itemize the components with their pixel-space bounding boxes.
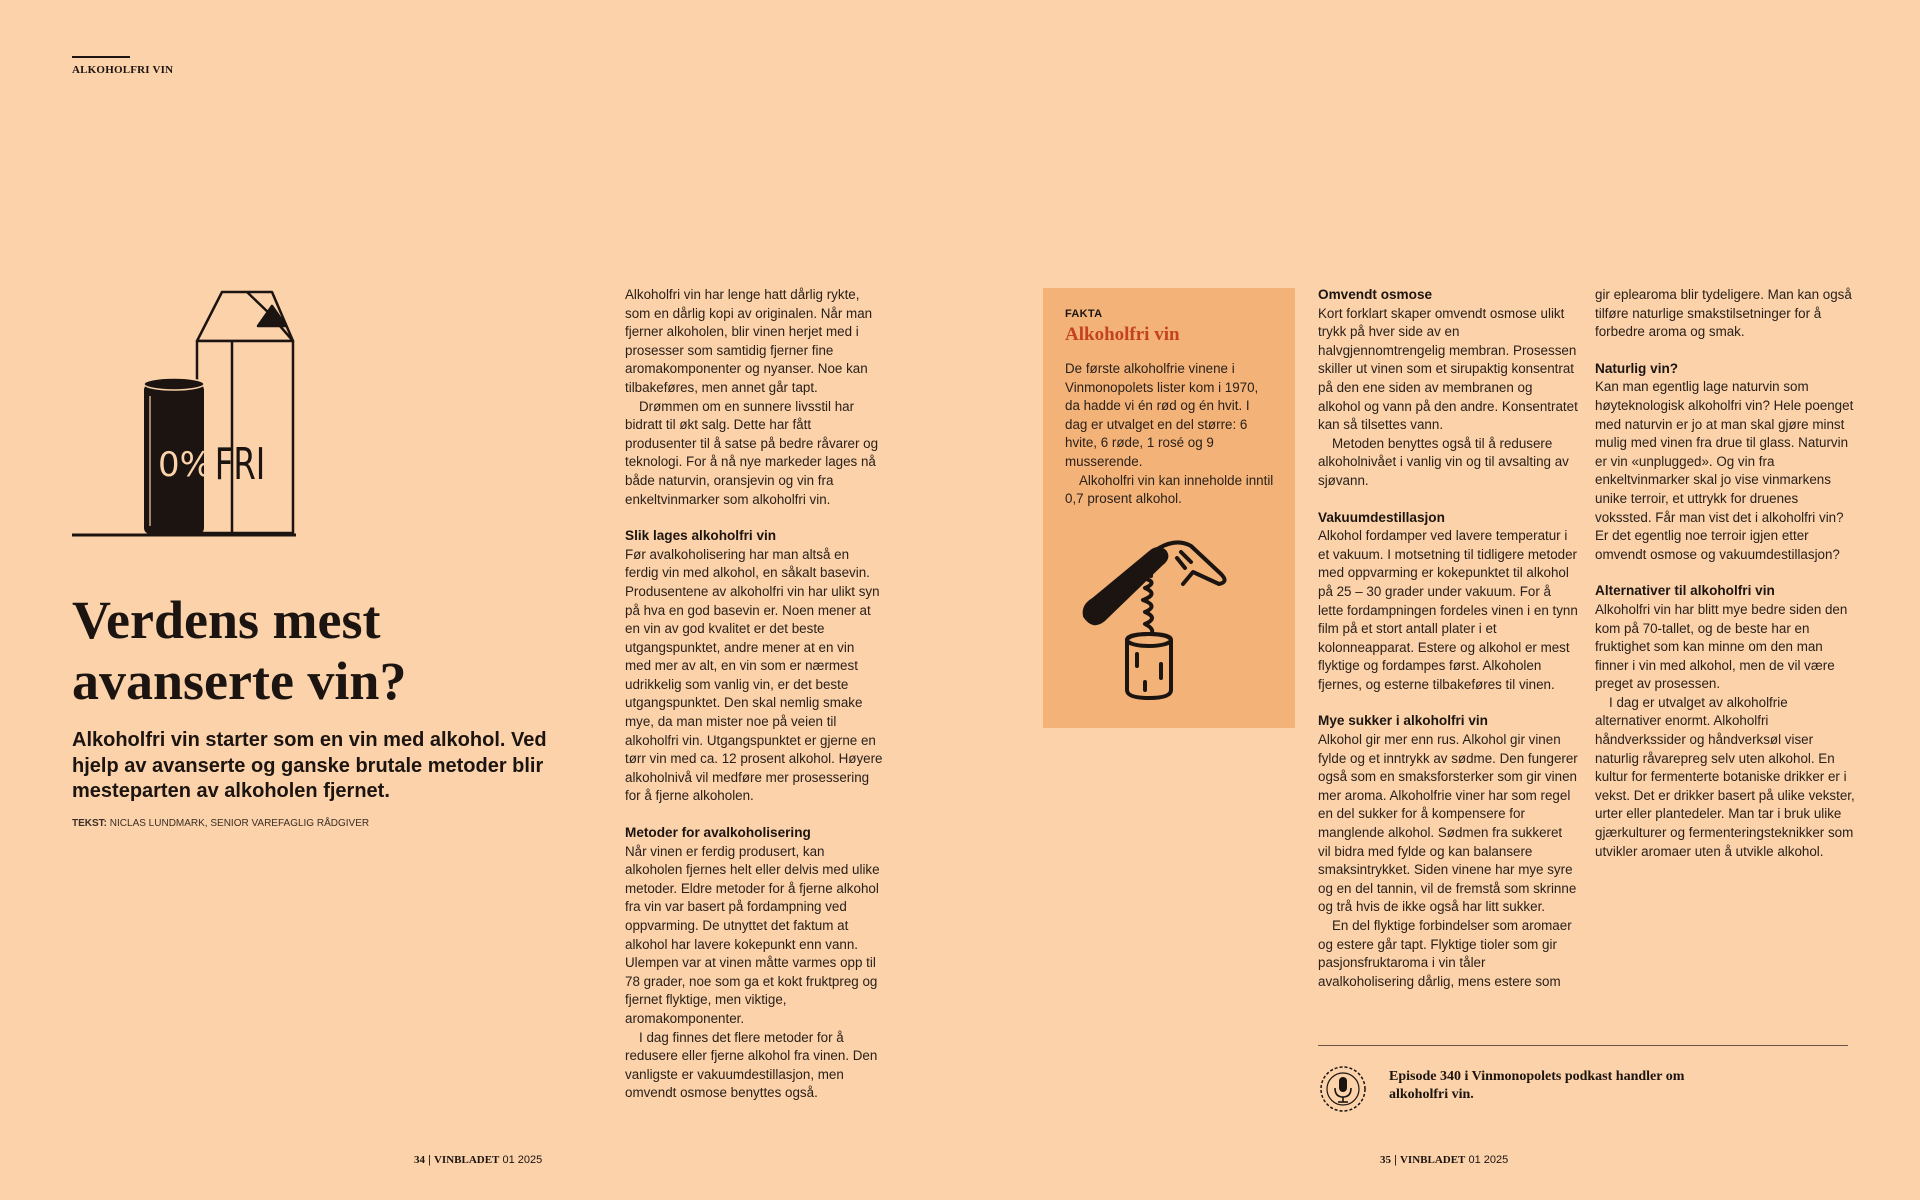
byline	[72, 818, 369, 829]
issue-number: 01 2025	[1468, 1154, 1509, 1166]
fact-title: Alkoholfri vin	[1065, 324, 1180, 345]
section-rule	[72, 56, 130, 58]
folio-right	[1380, 1154, 1508, 1166]
issue-number: 01 2025	[502, 1154, 543, 1166]
byline-label: TEKST:	[72, 818, 107, 829]
subheading-mye-sukker: Mye sukker i alkoholfri vin	[1318, 713, 1488, 729]
paragraph: Før avalkoholisering har man altså en ferdig vin med alkohol, en såkalt basevin. Produsentene av alkoholfri vin har ulikt syn på hva en god basevin er. Noen mener at en vin av god kvalitet er det beste utgangspunktet, andre mener at en vin med mer av alt, en vin som er nærmest udrikkelig som vanlig vin, er det beste utgangspunktet. Den skal nemlig smake mye, da man mister noe på veien til alkoholfri vin. Utgangspunktet er gjerne en tørr vin med ca. 12 prosent alkohol. Høyere alkoholnivå vil medføre mer prosessering for å fjerne alkoholen.	[625, 546, 883, 804]
article-column-4	[1595, 286, 1855, 861]
page-number: 35	[1380, 1154, 1391, 1166]
byline-name: NICLAS LUNDMARK, SENIOR VAREFAGLIG RÅDGIVER	[109, 818, 370, 829]
carton-text: FRI	[214, 439, 266, 491]
paragraph: Kan man egentlig lage naturvin som høyteknologisk alkoholfri vin? Hele poenget med naturvin er jo at man skal gjøre minst mulig med vinen fra drue til glass. Naturvin er vin «unplugged». Og vin fra enkeltvinmarker skal jo vise vinmarkens unike terroir, et uttrykk for druenes vokssted. Får man vist det i alkoholfri vin? Er det egentlig noe terroir igjen etter omvendt osmose og vakuumdestillasjon?	[1595, 379, 1854, 562]
page-title	[72, 590, 542, 712]
magazine-name: VINBLADET	[1399, 1154, 1466, 1166]
paragraph: En del flyktige forbindelser som aromaer og estere går tapt. Flyktige tioler som gir pasjonsfruktaroma i vin tåler avalkoholisering dårlig, mens estere som	[1318, 918, 1572, 989]
fact-body	[1065, 360, 1275, 509]
paragraph: Alkoholfri vin har lenge hatt dårlig rykte, som en dårlig kopi av originalen. Når man fjerner alkoholen, blir vinen herjet med i prosesser som samtidig fjerner fine aromakomponenter og nyanser. Noe kan tilbakeføres, men annet går tapt.	[625, 287, 873, 395]
paragraph: I dag er utvalget av alkoholfrie alternativer enormt. Alkoholfri håndverkssider og håndverksøl viser naturlig råvarepreg selv uten alkohol. En kultur for fermenterte botaniske drikker er i vekst. Det er drikker basert på ulike vekster, urter eller plantedeler. Man tar i bruk ulike gjærkulturer og fermenteringsteknikker som utvikler aromaer uten å utvikle alkohol.	[1595, 694, 1855, 859]
folio-left	[414, 1154, 542, 1166]
paragraph: Kort forklart skaper omvendt osmose ulikt trykk på hver side av en halvgjennomtrengelig membran. Prosessen skiller ut vinen som et sirupaktig konsentrat på den ene siden av membranen og alkohol og vann på den andre. Konsentratet kan så tilsettes vann.	[1318, 305, 1578, 433]
paragraph: I dag finnes det flere metoder for å redusere eller fjerne alkohol fra vinen. Den vanligste er vakuumdestillasjon, men omvendt osmose benyttes også.	[625, 1029, 878, 1101]
paragraph: Alkoholfri vin har blitt mye bedre siden den kom på 70-tallet, og de beste har en fruktighet som kan minne om den man finner i vin med alkohol, men de vil være preget av prosessen.	[1595, 601, 1848, 692]
folio-separator: |	[1394, 1154, 1397, 1166]
subheading-alternativer: Alternativer til alkoholfri vin	[1595, 583, 1775, 599]
subheading-metoder: Metoder for avalkoholisering	[625, 825, 811, 841]
corkscrew-icon	[1081, 536, 1241, 706]
subheading-naturlig-vin: Naturlig vin?	[1595, 360, 1679, 376]
page-number: 34	[414, 1154, 425, 1166]
paragraph: gir eplearoma blir tydeligere. Man kan også tilføre naturlige smakstilsetninger for å forbedre aroma og smak.	[1595, 287, 1852, 340]
paragraph: Drømmen om en sunnere livsstil har bidratt til økt salg. Dette har fått produsenter til å satse på bedre råvarer og teknologi. For å nå nye markeder lages nå både naturvin, oransjevin og vin fra enkeltvinmarker som alkoholfri vin.	[625, 398, 879, 507]
paragraph: Alkohol gir mer enn rus. Alkohol gir vinen fylde og et inntrykk av sødme. Den fungerer også som en smaksforsterker som gir vinen mer aroma. Alkoholfrie viner har som regel en del sukker for å kompensere for manglende alkohol. Sødmen fra sukkeret vil bidra med fylde og kan balansere smaksintrykket. Siden vinene har mye syre og en del tannin, vil de fremstå som skrinne og trå hvis de ikke også har litt sukker.	[1318, 732, 1578, 915]
headline-line-1: Verdens mest	[72, 590, 381, 650]
lead-paragraph: Alkoholfri vin starter som en vin med alkohol. Ved hjelp av avanserte og ganske brutale metoder blir mesteparten av alkoholen fjernet.	[72, 729, 547, 802]
fact-box	[1043, 288, 1295, 728]
podcast-text: Episode 340 i Vinmonopolets podkast handler om alkoholfri vin.	[1389, 1069, 1685, 1102]
paragraph: Alkoholfri vin kan inneholde inntil 0,7 prosent alkohol.	[1065, 472, 1274, 507]
article-column-1	[625, 286, 883, 1103]
paragraph: De første alkoholfrie vinene i Vinmonopolets lister kom i 1970, da hadde vi én rød og én hvit. I dag er utvalget en del større: 6 hvite, 6 røde, 1 rosé og 9 musserende.	[1065, 361, 1259, 469]
headline-line-2: avanserte vin?	[72, 651, 407, 711]
folio-separator: |	[428, 1154, 431, 1166]
paragraph: Når vinen er ferdig produsert, kan alkoholen fjernes helt eller delvis med ulike metoder. Eldre metoder for å fjerne alkohol fra vin var basert på fordampning ved oppvarming. De utnyttet det faktum at alkohol har lavere kokepunkt enn vann. Ulempen var at vinen måtte varmes opp til 78 grader, noe som ga et kokt fruktpreg og fjernet flyktige, men viktige, aromakomponenter.	[625, 843, 880, 1026]
paragraph: Alkohol fordamper ved lavere temperatur i et vakuum. I motsetning til tidligere metoder med oppvarming er kokepunktet til alkohol på 25 – 30 grader under vakuum. For å lette fordampningen fordeles vinen i en tynn film på et stort antall plater i et kolonneapparat. Estere og alkohol er mest flyktige og fordampes først. Alkoholen fjernes, og esterne tilbakeføres til vinen.	[1318, 528, 1578, 692]
podcast-divider	[1318, 1045, 1848, 1046]
subheading-slik-lages: Slik lages alkoholfri vin	[625, 528, 777, 544]
magazine-name: VINBLADET	[433, 1154, 500, 1166]
can-text: 0%	[158, 445, 212, 485]
paragraph: Metoden benyttes også til å redusere alkoholnivået i vanlig vin og til avsalting av sjøvann.	[1318, 435, 1569, 488]
wine-can-and-carton-illustration	[72, 286, 300, 546]
section-label: ALKOHOLFRI VIN	[72, 64, 174, 76]
subheading-vakuumdestillasjon: Vakuumdestillasjon	[1318, 509, 1445, 525]
subheading-omvendt-osmose: Omvendt osmose	[1318, 287, 1433, 302]
article-column-3	[1318, 286, 1578, 991]
fact-tag: FAKTA	[1065, 308, 1103, 320]
podcast-microphone-icon	[1318, 1064, 1368, 1114]
